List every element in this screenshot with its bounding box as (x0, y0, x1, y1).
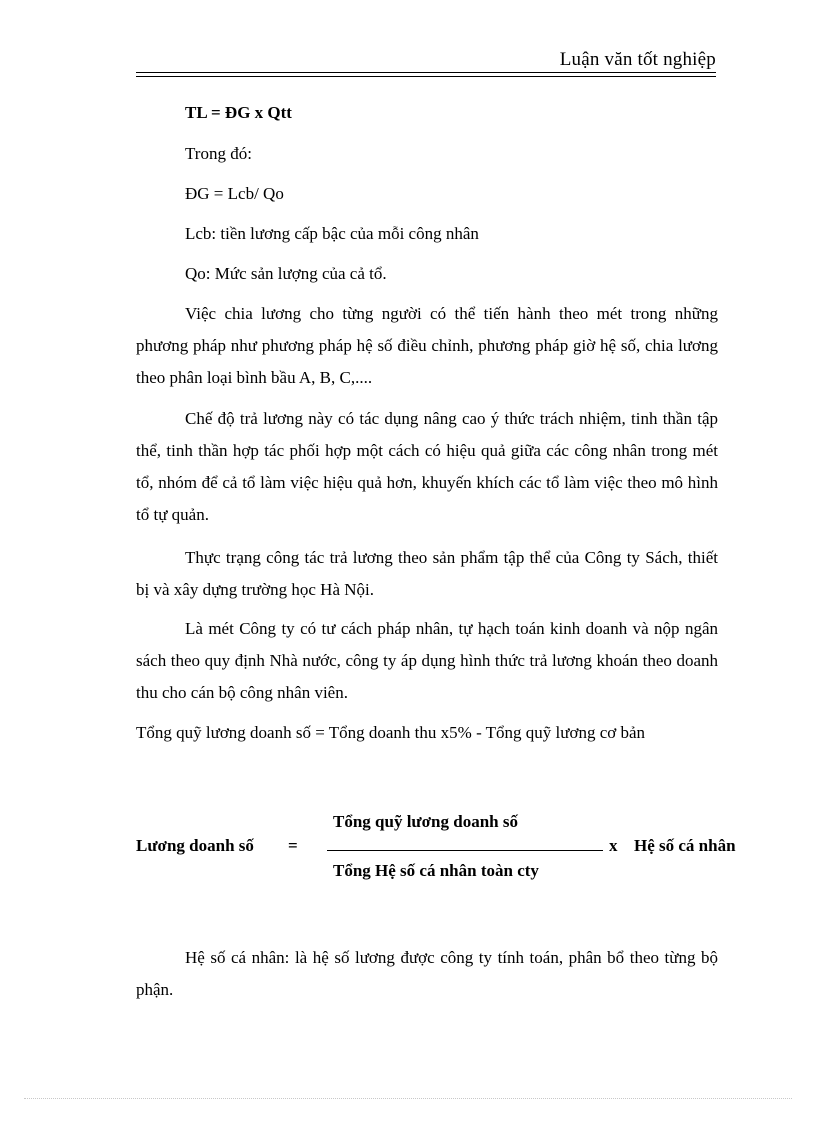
fraction-denominator: Tổng Hệ số cá nhân toàn cty (333, 861, 539, 880)
formula2-factor: Hệ số cá nhân (634, 836, 736, 855)
fraction-numerator: Tổng quỹ lương doanh số (333, 812, 518, 831)
paragraph-salary-division (136, 298, 718, 394)
formula2-times: x (609, 836, 618, 855)
paragraph-coefficient (136, 942, 718, 1006)
page-header-title: Luận văn tốt nghiệp (559, 49, 716, 70)
paragraph-3-text: Thực trạng công tác trả lương theo sản phẩm tập thể của Công ty Sách, thiết bị và xây dựng trường học Hà Nội. (136, 548, 718, 599)
definition-dg: ĐG = Lcb/ Qo (185, 184, 284, 203)
paragraph-2-text: Chế độ trả lương này có tác dụng nâng cao ý thức trách nhiệm, tinh thần tập thể, tinh thần hợp tác phối hợp một cách có hiệu quả giữa các công nhân trong mét tổ, nhóm để cả tổ làm việc hiệu quả hơn, khuyến khích các tổ làm việc theo mô hình tổ tự quản. (136, 409, 718, 524)
fraction-bar (327, 850, 603, 851)
formula-tl: TL = ĐG x Qtt (185, 103, 292, 122)
paragraph-company (136, 613, 718, 709)
formula2-equals: = (288, 836, 298, 855)
trong-do-label: Trong đó: (185, 144, 252, 163)
paragraph-status (136, 542, 718, 606)
paragraph-effects (136, 403, 718, 531)
header-double-rule (136, 72, 716, 77)
paragraph-4-text: Là mét Công ty có tư cách pháp nhân, tự hạch toán kinh doanh và nộp ngân sách theo quy định Nhà nước, công ty áp dụng hình thức trả lương khoán theo doanh thu cho cán bộ công nhân viên. (136, 619, 718, 702)
paragraph-1-text: Việc chia lương cho từng người có thể tiến hành theo mét trong những phương pháp như phương pháp hệ số điều chỉnh, phương pháp giờ hệ số, chia lương theo phân loại bình bầu A, B, C,.... (136, 304, 718, 387)
formula-total-fund: Tổng quỹ lương doanh số = Tổng doanh thu x5% - Tổng quỹ lương cơ bản (136, 723, 646, 742)
page-bottom-border (24, 1098, 792, 1099)
definition-qo: Qo: Mức sản lượng của cả tổ. (185, 264, 387, 283)
definition-lcb: Lcb: tiền lương cấp bậc của mỗi công nhân (185, 224, 479, 243)
formula2-label: Lương doanh số (136, 836, 254, 855)
paragraph-5-text: Hệ số cá nhân: là hệ số lương được công ty tính toán, phân bổ theo từng bộ phận. (136, 948, 718, 999)
